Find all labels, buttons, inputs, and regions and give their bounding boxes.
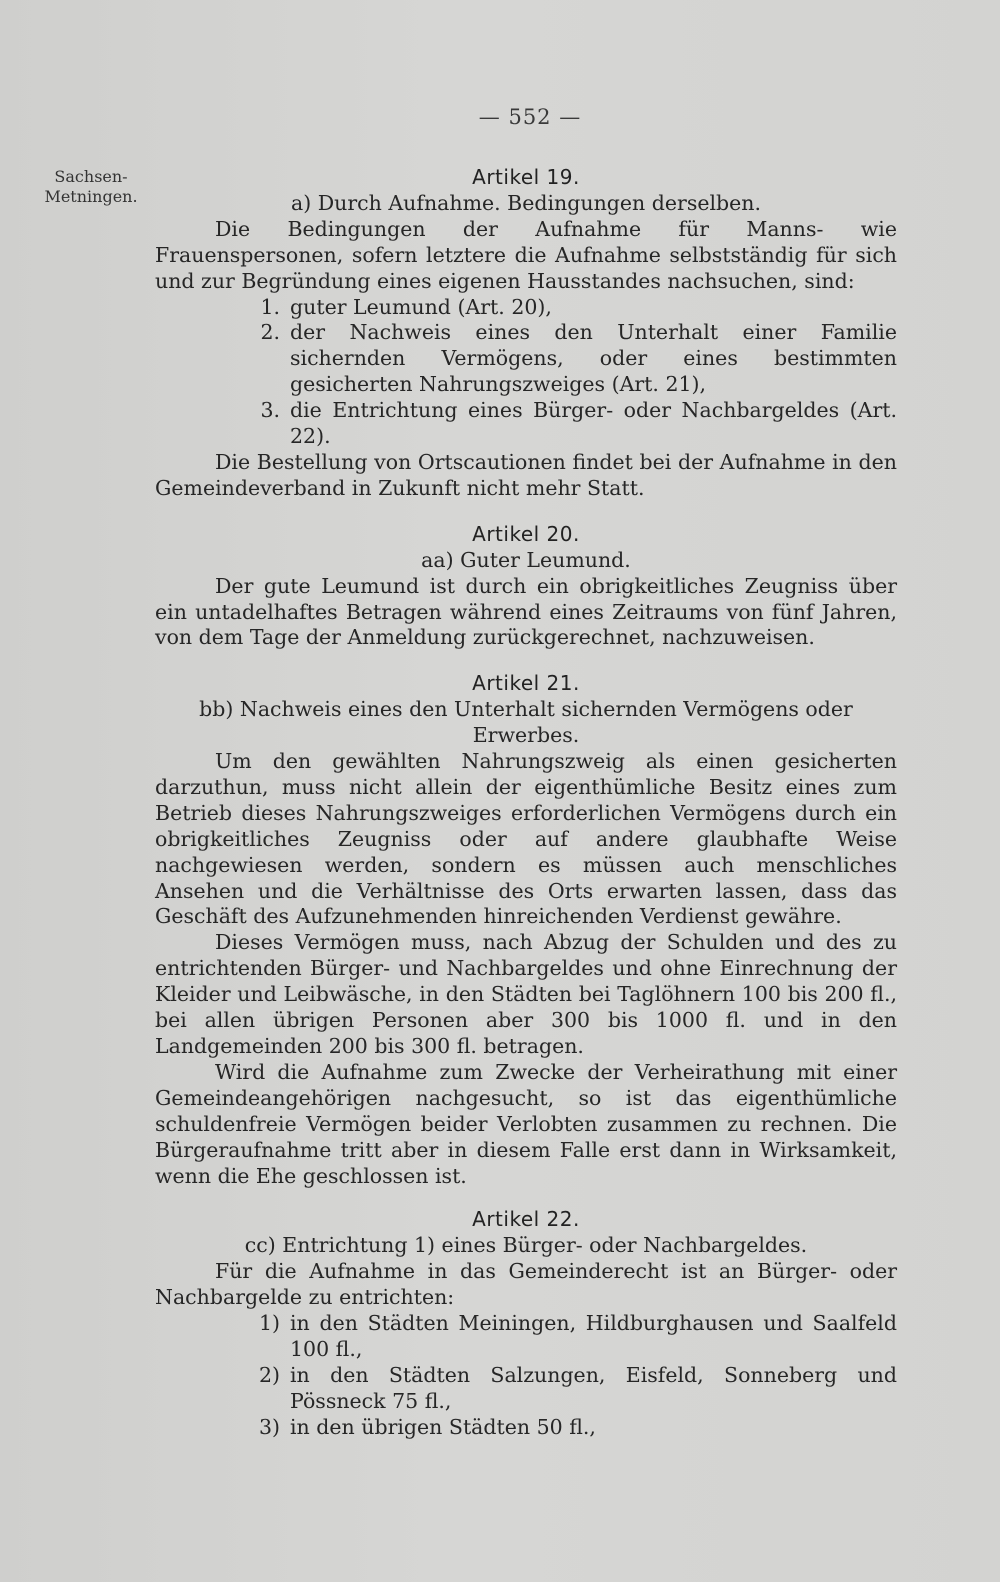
list-number: 3. <box>260 398 280 423</box>
list-number: 1. <box>260 294 280 319</box>
margin-note <box>36 167 146 207</box>
margin-note-line: Metningen. <box>44 187 138 206</box>
article-subheading: cc) Entrichtung 1) eines Bürger- oder Nachbargeldes. <box>244 1233 808 1258</box>
list-number: 2. <box>260 320 280 345</box>
list-number: 2) <box>258 1362 280 1387</box>
list-item <box>155 398 897 450</box>
list-item <box>155 1415 897 1441</box>
list-text: in den Städten Meiningen, Hildburghausen und Saalfeld 100 fl., <box>290 1311 897 1361</box>
list-text: in den Städten Salzungen, Eisfeld, Sonneberg und Pössneck 75 fl., <box>290 1362 897 1413</box>
article-subheading: bb) Nachweis eines den Unterhalt sichernden Vermögens oder Erwerbes. <box>199 697 853 748</box>
article-heading: Artikel 22. <box>472 1207 580 1232</box>
article-heading: Artikel 21. <box>472 671 580 696</box>
article-subheading: a) Durch Aufnahme. Bedingungen derselben. <box>290 190 762 215</box>
list-number: 1) <box>258 1311 280 1336</box>
list-text: in den übrigen Städten 50 fl., <box>290 1414 596 1439</box>
body-text <box>155 165 897 1441</box>
paragraph: Wird die Aufnahme zum Zwecke der Verheirathung mit einer Gemeindeangehörigen nachgesucht, so ist das eigenthümliche schuldenfreie Vermögen beider Verlobten zusammen zu rechnen. Die Bürgeraufnahme tritt aber in diesem Falle erst dann in Wirksamkeit, wenn die Ehe geschlossen ist. <box>155 1059 897 1188</box>
list-text: der Nachweis eines den Unterhalt einer Familie sichernden Vermögens, oder eines bestimmten gesicherten Nahrungszweiges (Art. 21), <box>290 320 897 397</box>
paragraph: Um den gewählten Nahrungszweig als einen gesicherten darzuthun, muss nicht allein der eigenthümliche Besitz eines zum Betrieb dieses Nahrungszweiges erforderlichen Vermögens durch ein obrigkeitliches Zeugniss oder auf andere glaubhafte Weise nachgewiesen werden, sondern es müssen auch menschliches Ansehen und die Verhältnisse des Orts erwarten lassen, dass das Geschäft des Aufzunehmenden hinreichenden Verdienst gewähre. <box>155 749 897 929</box>
paragraph: Für die Aufnahme in das Gemeinderecht ist an Bürger- oder Nachbargelde zu entrichten: <box>155 1259 897 1310</box>
paragraph: Die Bestellung von Ortscautionen findet bei der Aufnahme in den Gemeindeverband in Zukunft nicht mehr Statt. <box>155 449 897 500</box>
paragraph: Die Bedingungen der Aufnahme für Manns- wie Frauenspersonen, sofern letztere die Aufnahme selbstständig für sich und zur Begründung eines eigenen Hausstandes nachsuchen, sind: <box>155 216 897 293</box>
paragraph: Der gute Leumund ist durch ein obrigkeitliches Zeugniss über ein untadelhaftes Betragen während eines Zeitraums von fünf Jahren, von dem Tage der Anmeldung zurückgerechnet, nachzuweisen. <box>155 573 897 650</box>
page-number: — 552 — <box>478 105 582 129</box>
list-text: guter Leumund (Art. 20), <box>290 294 552 319</box>
list-item <box>155 320 897 398</box>
list-number: 3) <box>258 1414 280 1439</box>
list-item <box>155 1363 897 1415</box>
article-heading: Artikel 19. <box>472 165 580 189</box>
article-subheading: aa) Guter Leumund. <box>421 547 631 572</box>
article-heading: Artikel 20. <box>472 521 580 546</box>
list-item <box>155 295 897 321</box>
margin-note-line: Sachsen- <box>54 167 128 186</box>
paragraph: Dieses Vermögen muss, nach Abzug der Schulden und des zu entrichtenden Bürger- und Nachbargeldes und ohne Einrechnung der Kleider und Leibwäsche, in den Städten bei Taglöhnern 100 bis 200 fl., bei allen übrigen Personen aber 300 bis 1000 fl. und in den Landgemeinden 200 bis 300 fl. betragen. <box>155 930 897 1058</box>
list-text: die Entrichtung eines Bürger- oder Nachbargeldes (Art. 22). <box>290 398 897 449</box>
list-item <box>155 1311 897 1363</box>
